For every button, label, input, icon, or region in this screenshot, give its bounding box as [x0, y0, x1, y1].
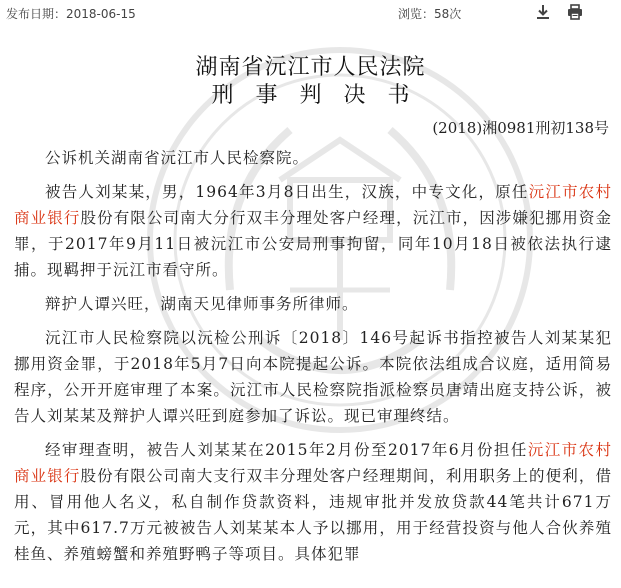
publish-date-label: 发布日期： — [6, 7, 67, 21]
judgment-text — [14, 145, 612, 575]
view-count — [398, 5, 461, 22]
facts-text-1: 经审理查明，被告人刘某某在2015年2月份至2017年6月份担任 — [45, 441, 528, 459]
view-count-value: 58次 — [434, 7, 462, 21]
info-bar — [0, 0, 621, 26]
facts-text-2: 股份有限公司南大支行双丰分理处客户经理期间，利用职务上的便利，借用、冒用他人名义，私自制作贷款资料，违规审批并发放贷款44笔共计671万元，其中617.7万元被被告人刘某某本人予以挪用，用于经营投资与他人合伙养殖桂鱼、养殖螃蟹和养殖野鸭子等项目。具体犯罪 — [14, 467, 612, 563]
prosecutor-paragraph: 公诉机关湖南省沅江市人民检察院。 — [45, 149, 310, 167]
defendant-paragraph — [14, 179, 612, 283]
download-icon[interactable] — [534, 3, 552, 21]
procedure-paragraph: 沅江市人民检察院以沅检公刑诉〔2018〕146号起诉书指控被告人刘某某犯挪用资金罪，于2018年5月7日向本院提起公诉。本院依法组成合议庭，适用简易程序，公开开庭审理了本案。沅江市人民检察院指派检察员唐靖出庭支持公诉，被告人刘某某及辩护人谭兴旺到庭参加了诉讼。现已审理终结。 — [14, 329, 612, 425]
defense-counsel-paragraph: 辩护人谭兴旺，湖南天见律师事务所律师。 — [45, 295, 359, 313]
document-type: 刑事判决书 — [211, 83, 432, 108]
bank-link[interactable]: 沅江市农村商业银行 — [14, 441, 612, 485]
facts-paragraph — [14, 437, 612, 567]
publish-date-value: 2018-06-15 — [66, 7, 136, 21]
defendant-text-1: 被告人刘某某，男，1964年3月8日出生，汉族，中专文化，原任 — [45, 183, 529, 201]
case-number: (2018)湘0981刑初138号 — [432, 119, 609, 137]
bank-link[interactable]: 沅江市农村商业银行 — [14, 183, 612, 227]
publish-date — [6, 5, 136, 22]
view-count-label: 浏览： — [398, 7, 435, 21]
defendant-text-2: 股份有限公司南大分行双丰分理处客户经理，沅江市，因涉嫌犯挪用资金罪，于2017年9月11日被沅江市公安局刑事拘留，同年10月18日被依法执行逮捕。现羁押于沅江市看守所。 — [14, 209, 612, 279]
court-name: 湖南省沅江市人民法院 — [195, 55, 426, 80]
printer-icon[interactable] — [566, 3, 584, 21]
